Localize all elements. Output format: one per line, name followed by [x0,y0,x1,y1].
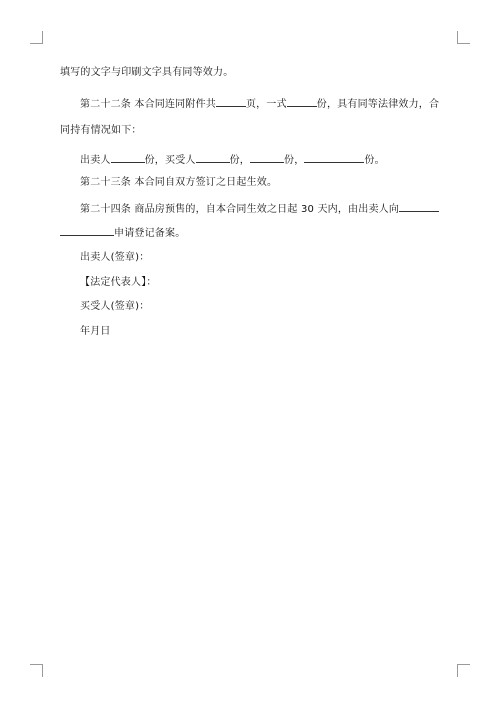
text-span: 填写的文字与印刷文字具有同等效力。 [60,67,234,78]
text-span: 份， [284,155,305,166]
buyer-signature-line [80,300,149,314]
article-24-line [80,201,439,217]
text-span: 年月日 [80,326,111,337]
text-span: 份， [229,155,251,166]
text-span: 份，具有同等法律效力，合 [316,99,440,110]
paragraph-line [60,66,233,80]
crop-mark-bottom-right [457,664,470,677]
text-span: 第二十四条 商品房预售的，自本合同生效之日起 30 天内，由出卖人向 [80,204,400,215]
fill-blank[interactable] [196,152,230,163]
text-span: 份，买受人 [144,155,196,166]
paragraph-line [60,225,185,241]
fill-blank[interactable] [60,225,114,236]
article-22-line [80,96,439,112]
paragraph-line [60,124,142,138]
fill-blank[interactable] [304,152,364,163]
seller-signature-line [80,251,149,265]
article-23-line [80,176,277,190]
fill-blank[interactable] [399,201,439,212]
legal-representative-line [80,276,157,290]
crop-mark-top-left [30,31,43,44]
crop-mark-top-right [457,31,470,44]
date-line [80,325,111,339]
text-span: 出卖人(签章)： [80,252,150,263]
text-span: 份。 [364,155,385,166]
text-span: 申请登记备案。 [114,228,186,239]
text-span: 【法定代表人】： [80,277,157,288]
crop-mark-bottom-left [30,664,43,677]
copies-line [80,152,385,168]
text-span: 出卖人 [80,155,111,166]
text-span: 第二十三条 本合同自双方签订之日起生效。 [80,177,278,188]
fill-blank[interactable] [216,96,246,107]
text-span: 买受人(签章)： [80,301,150,312]
fill-blank[interactable] [250,152,284,163]
text-span: 同持有情况如下： [60,125,142,136]
text-span: 第二十二条 本合同连同附件共 [80,99,216,110]
fill-blank[interactable] [111,152,145,163]
fill-blank[interactable] [287,96,317,107]
text-span: 页，一式 [245,99,287,110]
